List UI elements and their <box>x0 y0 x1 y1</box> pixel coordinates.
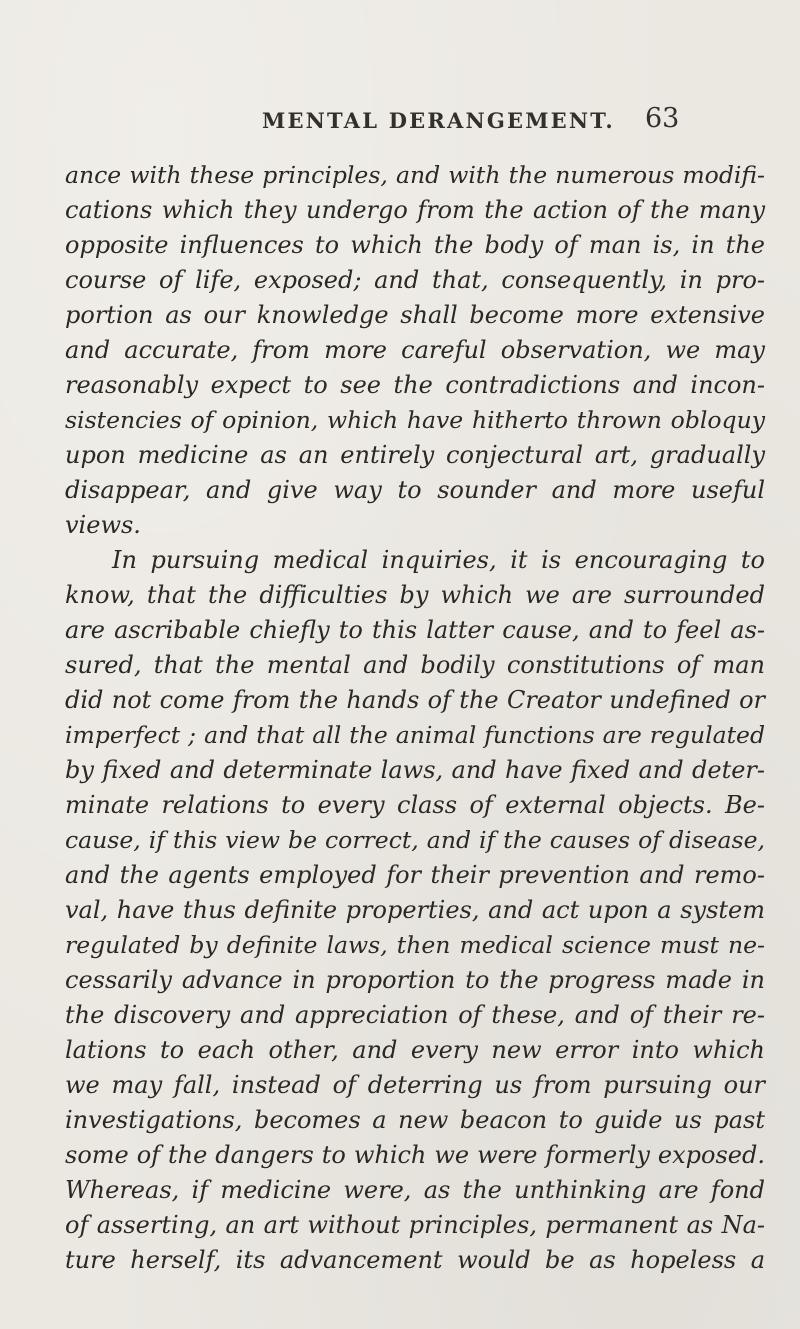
text-line: reasonably expect to see the contradictions and incon- <box>65 371 765 399</box>
text-line: and accurate, from more careful observation, we may <box>65 336 765 364</box>
text-line: disappear, and give way to sounder and more useful <box>65 476 765 504</box>
text-line: views. <box>65 511 141 539</box>
text-line: regulated by definite laws, then medical science must ne- <box>65 931 765 959</box>
page-number: 63 <box>645 103 680 134</box>
text-line: by fixed and determinate laws, and have fixed and deter- <box>65 756 765 784</box>
text-line: portion as our knowledge shall become more extensive <box>65 301 765 329</box>
text-line: imperfect ; and that all the animal functions are regulated <box>65 721 765 749</box>
text-line: ture herself, its advancement would be as hopeless a <box>65 1246 765 1274</box>
text-line: Whereas, if medicine were, as the unthinking are fond <box>65 1176 765 1204</box>
text-line: and the agents employed for their prevention and remo- <box>65 861 765 889</box>
text-line: cause, if this view be correct, and if the causes of disease, <box>65 826 765 854</box>
text-line: of asserting, an art without principles, permanent as Na- <box>65 1211 765 1239</box>
text-line: opposite influences to which the body of man is, in the <box>65 231 765 259</box>
text-line: val, have thus definite properties, and act upon a system <box>65 896 765 924</box>
text-line: minate relations to every class of external objects. Be- <box>65 791 765 819</box>
text-line: did not come from the hands of the Creator undefined or <box>65 686 765 714</box>
text-line: we may fall, instead of deterring us from pursuing our <box>65 1071 765 1099</box>
text-line: know, that the difficulties by which we are surrounded <box>65 581 765 609</box>
paragraph-start-line: In pursuing medical inquiries, it is encouraging to <box>112 546 765 574</box>
text-line: are ascribable chiefly to this latter cause, and to feel as- <box>65 616 765 644</box>
text-line: cations which they undergo from the action of the many <box>65 196 765 224</box>
text-line: sistencies of opinion, which have hitherto thrown obloquy <box>65 406 765 434</box>
text-line: investigations, becomes a new beacon to guide us past <box>65 1106 765 1134</box>
text-line: upon medicine as an entirely conjectural art, gradually <box>65 441 765 469</box>
text-line: sured, that the mental and bodily constitutions of man <box>65 651 765 679</box>
text-line: ance with these principles, and with the numerous modifi- <box>65 161 765 189</box>
text-line: course of life, exposed; and that, consequently, in pro- <box>65 266 765 294</box>
text-line: lations to each other, and every new error into which <box>65 1036 765 1064</box>
text-line: some of the dangers to which we were formerly exposed. <box>65 1141 765 1169</box>
text-line: cessarily advance in proportion to the progress made in <box>65 966 765 994</box>
running-head: MENTAL DERANGEMENT. <box>262 108 615 133</box>
text-line: the discovery and appreciation of these, and of their re- <box>65 1001 765 1029</box>
